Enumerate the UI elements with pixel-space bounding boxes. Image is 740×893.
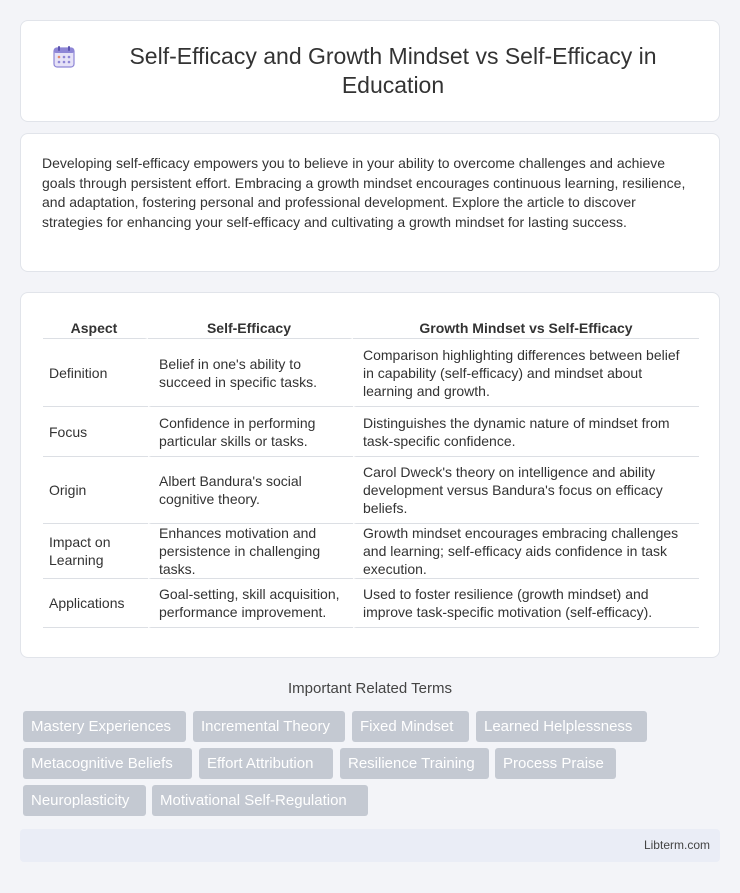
cell-self-efficacy: Goal-setting, skill acquisition, performance improvement. <box>148 579 353 628</box>
term-tag[interactable]: Fixed Mindset <box>352 711 469 742</box>
header-aspect: Aspect <box>43 311 148 339</box>
header-self-efficacy: Self-Efficacy <box>148 311 353 339</box>
cell-aspect: Definition <box>43 339 148 407</box>
term-tag[interactable]: Resilience Training <box>340 748 489 779</box>
cell-self-efficacy: Belief in one's ability to succeed in specific tasks. <box>148 339 353 407</box>
cell-comparison: Carol Dweck's theory on intelligence and ability development versus Bandura's focus on efficacy beliefs. <box>353 457 699 524</box>
header-comparison: Growth Mindset vs Self-Efficacy <box>353 311 699 339</box>
cell-comparison: Growth mindset encourages embracing challenges and learning; self-efficacy aids confidence in task execution. <box>353 524 699 579</box>
cell-aspect: Impact on Learning <box>43 524 148 579</box>
cell-comparison: Comparison highlighting differences between belief in capability (self-efficacy) and mindset about learning and growth. <box>353 339 699 407</box>
term-tag[interactable]: Process Praise <box>495 748 616 779</box>
title-wrap <box>21 42 719 100</box>
title-card <box>20 20 720 122</box>
calendar-icon <box>51 44 77 70</box>
table-row <box>43 524 699 579</box>
term-tag[interactable]: Learned Helplessness <box>476 711 647 742</box>
footer-site-link[interactable]: Libterm.com <box>643 838 710 852</box>
term-tag[interactable]: Motivational Self-Regulation <box>152 785 368 816</box>
table-header-row <box>43 311 699 339</box>
cell-self-efficacy: Confidence in performing particular skills or tasks. <box>148 407 353 457</box>
term-tag[interactable]: Mastery Experiences <box>23 711 186 742</box>
comparison-table <box>43 311 699 628</box>
cell-self-efficacy: Albert Bandura's social cognitive theory. <box>148 457 353 524</box>
cell-aspect: Origin <box>43 457 148 524</box>
intro-card <box>20 133 720 272</box>
table-row <box>43 579 699 628</box>
related-terms-heading: Important Related Terms <box>288 680 452 697</box>
cell-comparison: Distinguishes the dynamic nature of mindset from task-specific confidence. <box>353 407 699 457</box>
table-row <box>43 407 699 457</box>
intro-paragraph: Developing self-efficacy empowers you to believe in your ability to overcome challenges and achieve goals through persistent effort. Embracing a growth mindset encourages continuous learning, resilience, and adaptation, fostering personal and professional development. Explore the article to discover strategies for enhancing your self-efficacy and cultivating a growth mindset for lasting success. <box>42 155 686 230</box>
cell-aspect: Focus <box>43 407 148 457</box>
term-tag[interactable]: Neuroplasticity <box>23 785 146 816</box>
footer <box>20 829 720 862</box>
table-row <box>43 339 699 407</box>
term-tag[interactable]: Effort Attribution <box>199 748 333 779</box>
comparison-table-card <box>20 292 720 658</box>
term-tag[interactable]: Incremental Theory <box>193 711 345 742</box>
page-title: Self-Efficacy and Growth Mindset vs Self-Efficacy in Education <box>129 43 657 98</box>
term-tag[interactable]: Metacognitive Beliefs <box>23 748 192 779</box>
cell-comparison: Used to foster resilience (growth mindset) and improve task-specific motivation (self-efficacy). <box>353 579 699 628</box>
cell-aspect: Applications <box>43 579 148 628</box>
table-row <box>43 457 699 524</box>
cell-self-efficacy: Enhances motivation and persistence in challenging tasks. <box>148 524 353 579</box>
